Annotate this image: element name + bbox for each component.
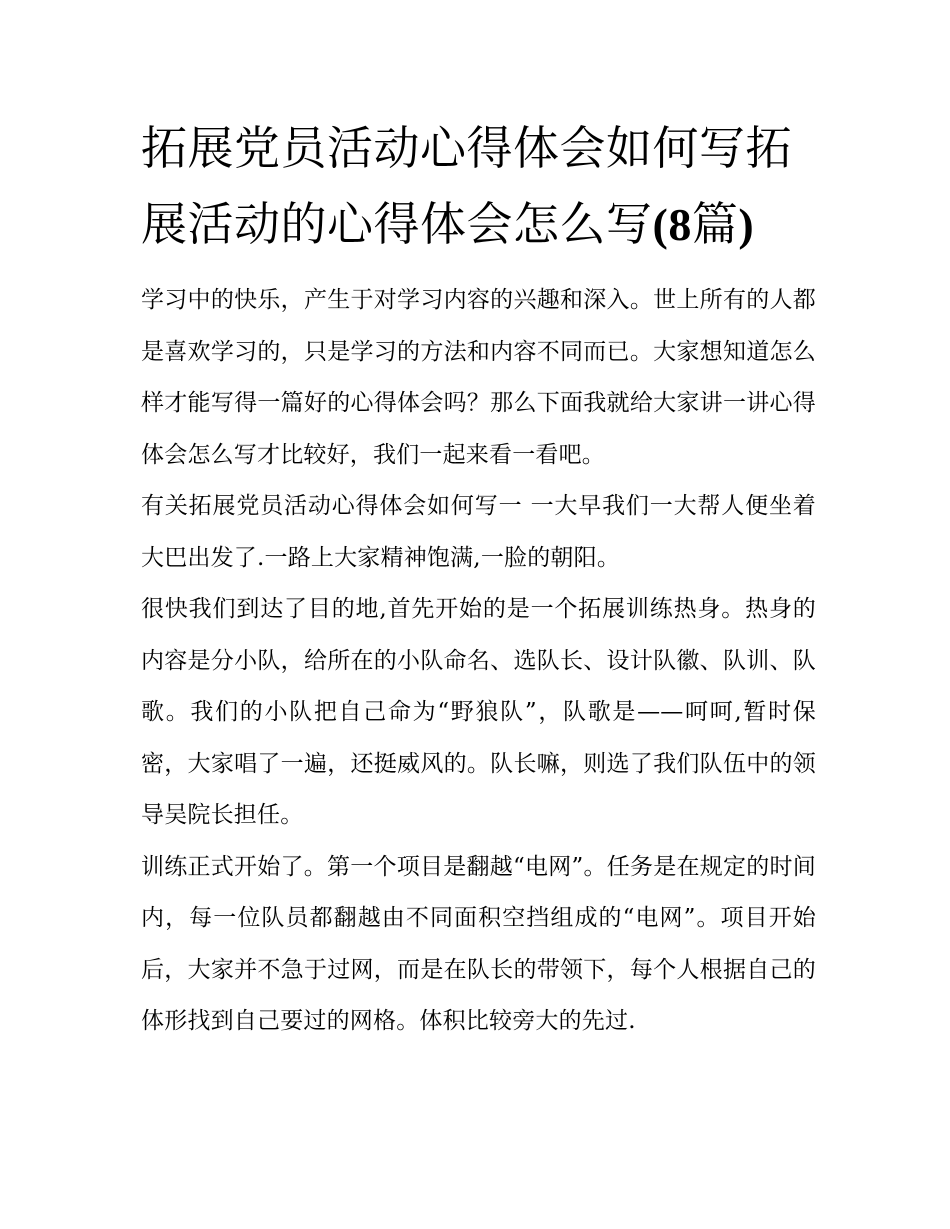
- body-text: [141, 275, 816, 1048]
- document-content: [141, 110, 816, 1048]
- paragraph-electric-net: 训练正式开始了。第一个项目是翻越“电网”。任务是在规定的时间内，每一位队员都翻越由不同面积空挡组成的“电网”。项目开始后，大家并不急于过网，而是在队长的带领下，每个人根据自己的体形找到自己要过的网格。体积比较旁大的先过.: [141, 853, 816, 1034]
- document-title: [141, 110, 816, 263]
- paragraph-warmup: 很快我们到达了目的地,首先开始的是一个拓展训练热身。热身的内容是分小队，给所在的小队命名、选队长、设计队徽、队训、队歌。我们的小队把自己命为“野狼队”，队歌是——呵呵,暂时保密，大家唱了一遍，还挺威风的。队长嘛，则选了我们队伍中的领导吴院长担任。: [141, 596, 816, 828]
- paragraph-departure: 有关拓展党员活动心得体会如何写一 一大早我们一大帮人便坐着大巴出发了.一路上大家精神饱满,一脸的朝阳。: [141, 493, 816, 571]
- title-count-open: (8: [652, 199, 692, 250]
- title-count-word: 篇: [691, 197, 739, 251]
- title-count-close: ): [738, 199, 755, 250]
- intro-paragraph: 学习中的快乐，产生于对学习内容的兴趣和深入。世上所有的人都是喜欢学习的，只是学习的方法和内容不同而已。大家想知道怎么样才能写得一篇好的心得体会吗？那么下面我就给大家讲一讲心得体会怎么写才比较好，我们一起来看一看吧。: [141, 287, 816, 468]
- title-text: 拓展党员活动心得体会如何写拓展活动的心得体会怎么写: [141, 121, 792, 251]
